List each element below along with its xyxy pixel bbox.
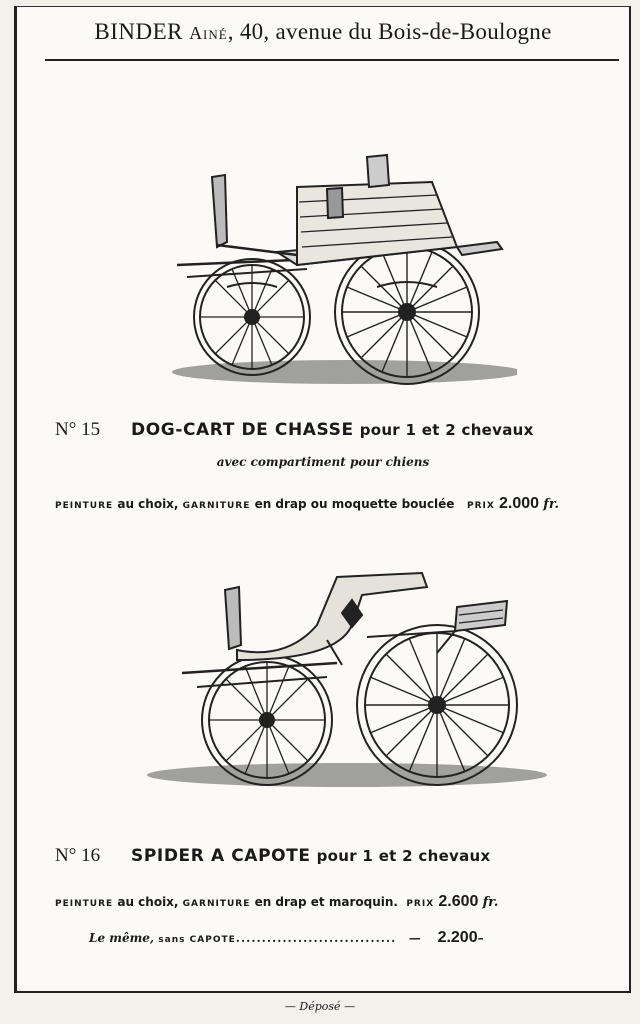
item-15-number: N° 15 xyxy=(55,419,101,440)
item-16-price: 2.600 xyxy=(438,893,479,910)
peinture-label: PEINTURE xyxy=(55,899,114,909)
deposited-mark: — Déposé — xyxy=(284,1000,356,1013)
sans-text: sans xyxy=(158,935,186,945)
fabric-text: en drap ou moquette bouclée xyxy=(254,497,455,511)
maker-aine: Ainé xyxy=(189,23,228,43)
item-16-title xyxy=(55,845,491,867)
dog-cart-illustration xyxy=(157,147,517,397)
maker-name: BINDER xyxy=(94,19,183,44)
prix-label: PRIX xyxy=(406,899,435,909)
price-tail: – xyxy=(477,931,484,945)
item-16-alt-price: 2.200 xyxy=(437,929,478,946)
maker-address: , 40, avenue du Bois-de-Boulogne xyxy=(227,19,552,44)
item-16-name: SPIDER A CAPOTE xyxy=(131,846,311,866)
au-choix-text: au choix, xyxy=(117,497,179,511)
header-rule xyxy=(45,59,619,61)
au-choix-text: au choix, xyxy=(117,895,179,909)
spider-illustration xyxy=(137,565,567,815)
item-16-number: N° 16 xyxy=(55,845,101,866)
garniture-label: GARNITURE xyxy=(182,899,251,909)
fabric-text: en drap et maroquin. xyxy=(254,895,398,909)
item-15-price: 2.000 xyxy=(499,495,540,512)
item-16-alt-price-line xyxy=(89,929,484,947)
item-15-title xyxy=(55,419,534,441)
item-16-suffix: pour 1 et 2 chevaux xyxy=(316,847,491,865)
garniture-label: GARNITURE xyxy=(182,501,251,511)
price-unit: fr. xyxy=(543,497,560,512)
leader-dots: ............................... xyxy=(235,931,397,945)
item-15-price-line xyxy=(55,495,559,513)
price-dash: — xyxy=(408,931,421,945)
prix-label: PRIX xyxy=(467,501,495,511)
peinture-label: PEINTURE xyxy=(55,501,114,511)
capote-label: CAPOTE xyxy=(189,935,236,945)
catalog-page xyxy=(14,6,631,993)
item-15-subtitle: avec compartiment pour chiens xyxy=(216,455,430,469)
item-16-price-line xyxy=(55,893,498,911)
price-unit: fr. xyxy=(482,895,499,910)
le-meme-text: Le même, xyxy=(89,931,155,945)
item-15-suffix: pour 1 et 2 chevaux xyxy=(359,421,534,439)
item-15-name: DOG-CART DE CHASSE xyxy=(131,420,354,440)
page-header xyxy=(17,19,629,45)
